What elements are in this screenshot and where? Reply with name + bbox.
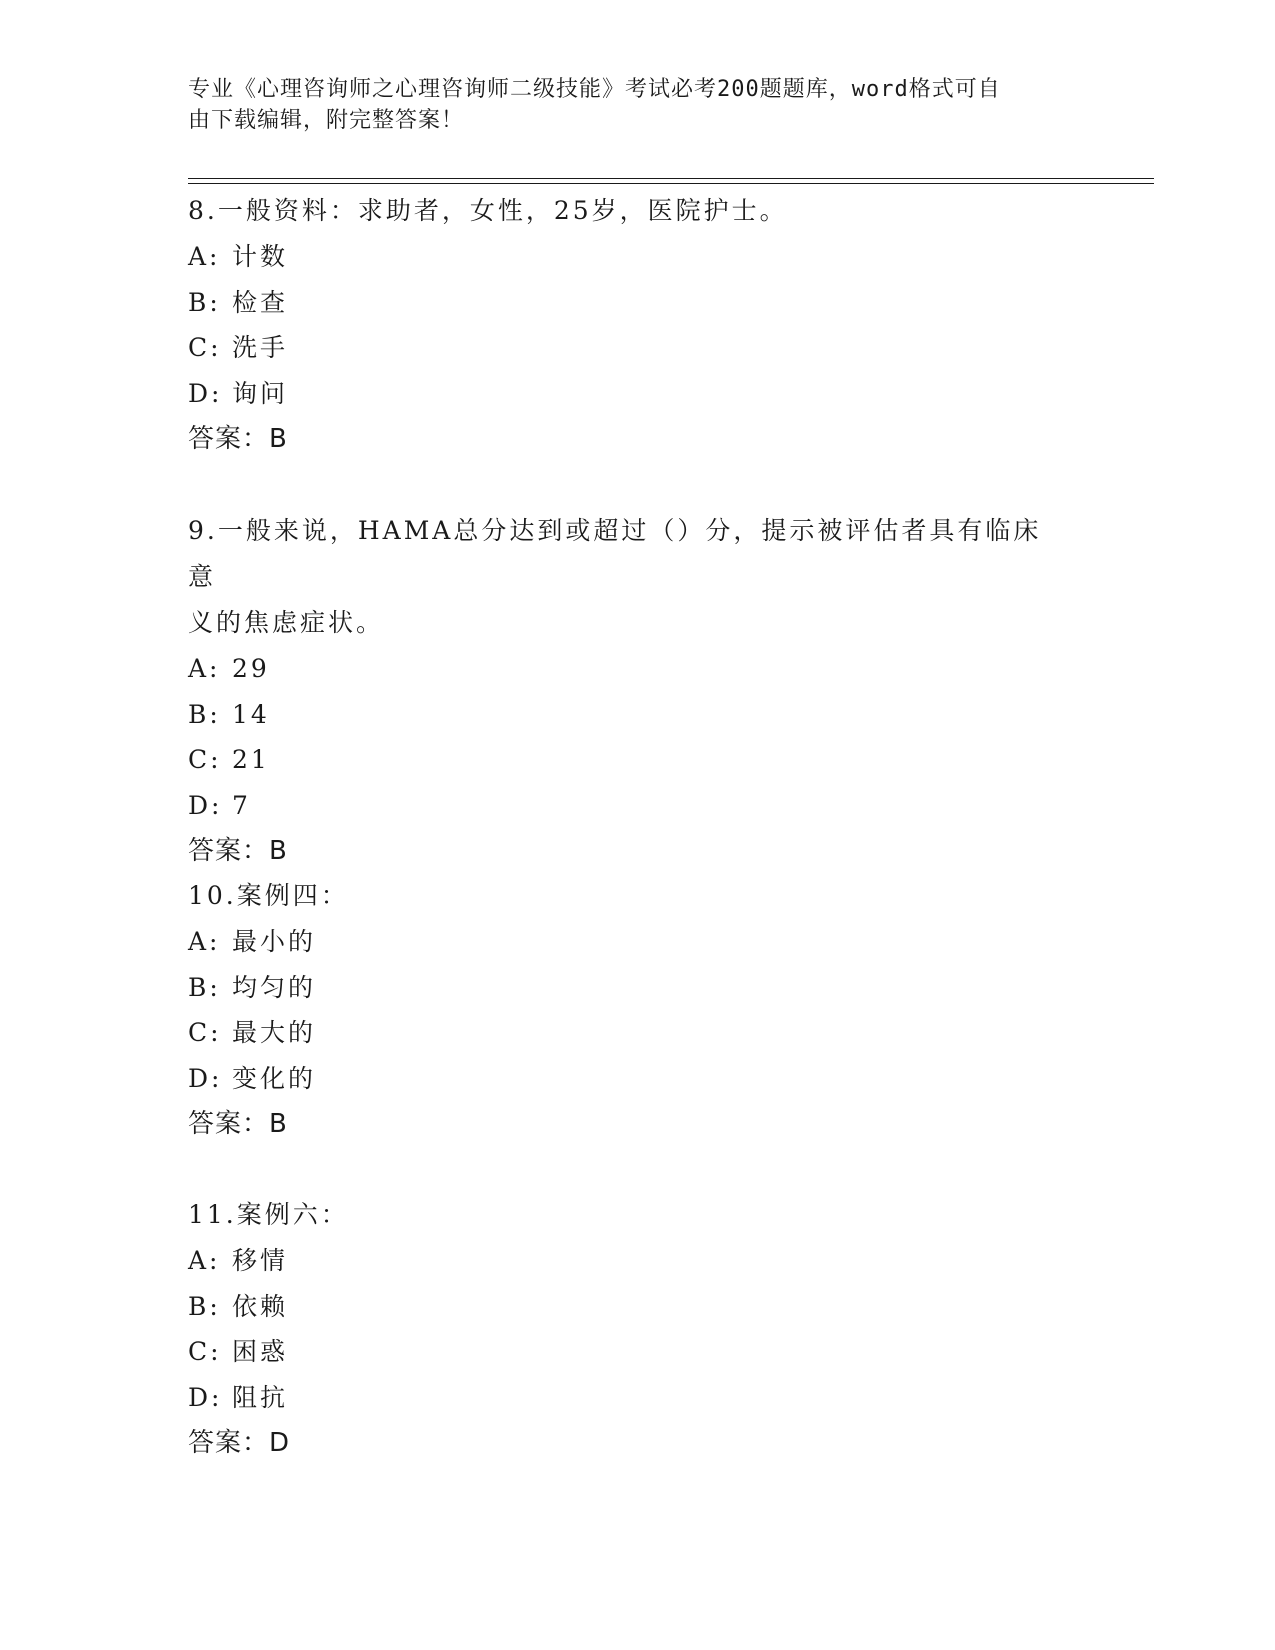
option-letter: A: — [188, 242, 221, 271]
answer: 答案：B — [188, 1109, 288, 1139]
option-a — [188, 646, 1068, 692]
option-text: 最大的 — [232, 1018, 317, 1047]
option-text: 依赖 — [232, 1291, 289, 1321]
option-letter: D: — [188, 378, 223, 408]
option-a — [188, 919, 1068, 965]
question-11 — [188, 1192, 1068, 1466]
header-line-1: 专业《心理咨询师之心理咨询师二级技能》考试必考200题题库，word格式可自 — [188, 77, 1001, 102]
question-stem: 8.一般资料：求助者，女性，25岁，医院护士。 — [188, 196, 788, 225]
question-stem-line-2: 义的焦虑症状。 — [188, 608, 385, 637]
option-b — [188, 1284, 1068, 1330]
option-letter: A: — [188, 654, 221, 683]
option-letter: C: — [188, 1018, 222, 1047]
option-letter: C: — [188, 745, 222, 774]
option-text: 14 — [232, 699, 270, 729]
option-text: 询问 — [232, 378, 289, 408]
option-b — [188, 965, 1068, 1011]
option-text: 变化的 — [232, 1063, 317, 1093]
option-b — [188, 280, 1068, 326]
answer: 答案：B — [188, 424, 288, 454]
option-c — [188, 737, 1068, 783]
option-c — [188, 1010, 1068, 1056]
option-text: 检查 — [232, 287, 289, 317]
answer: 答案：D — [188, 1428, 291, 1458]
option-letter: C: — [188, 333, 222, 362]
option-letter: D: — [188, 790, 223, 820]
option-text: 7 — [232, 790, 251, 820]
answer: 答案：B — [188, 836, 288, 866]
option-letter: C: — [188, 1337, 222, 1366]
option-letter: B: — [188, 972, 221, 1002]
option-letter: A: — [188, 1246, 221, 1275]
option-d — [188, 783, 1068, 829]
option-c — [188, 1329, 1068, 1375]
header-divider-top — [188, 178, 1154, 179]
question-10 — [188, 873, 1068, 1147]
option-d — [188, 371, 1068, 417]
option-b — [188, 692, 1068, 738]
option-letter: A: — [188, 927, 221, 956]
option-text: 移情 — [232, 1246, 289, 1275]
option-text: 阻抗 — [232, 1382, 289, 1412]
option-text: 均匀的 — [232, 972, 317, 1002]
option-text: 21 — [232, 745, 270, 774]
option-d — [188, 1375, 1068, 1421]
header-divider-bottom — [188, 183, 1154, 184]
option-text: 计数 — [232, 242, 289, 271]
option-letter: D: — [188, 1382, 223, 1412]
question-stem: 11.案例六： — [188, 1200, 349, 1229]
option-text: 最小的 — [232, 927, 317, 956]
option-letter: B: — [188, 699, 221, 729]
option-a — [188, 1238, 1068, 1284]
header-line-2: 由下载编辑，附完整答案！ — [188, 108, 465, 133]
document-header — [188, 74, 1068, 136]
option-d — [188, 1056, 1068, 1102]
question-stem-line-1: 9.一般来说，HAMA总分达到或超过（）分，提示被评估者具有临床意 — [188, 516, 1042, 591]
option-letter: B: — [188, 1291, 221, 1321]
option-text: 29 — [232, 654, 270, 683]
option-letter: D: — [188, 1063, 223, 1093]
option-c — [188, 325, 1068, 371]
option-letter: B: — [188, 287, 221, 317]
option-a — [188, 234, 1068, 280]
question-8 — [188, 188, 1068, 462]
question-stem: 10.案例四： — [188, 881, 349, 910]
option-text: 困惑 — [232, 1337, 289, 1366]
option-text: 洗手 — [232, 333, 289, 362]
question-9 — [188, 508, 1068, 874]
